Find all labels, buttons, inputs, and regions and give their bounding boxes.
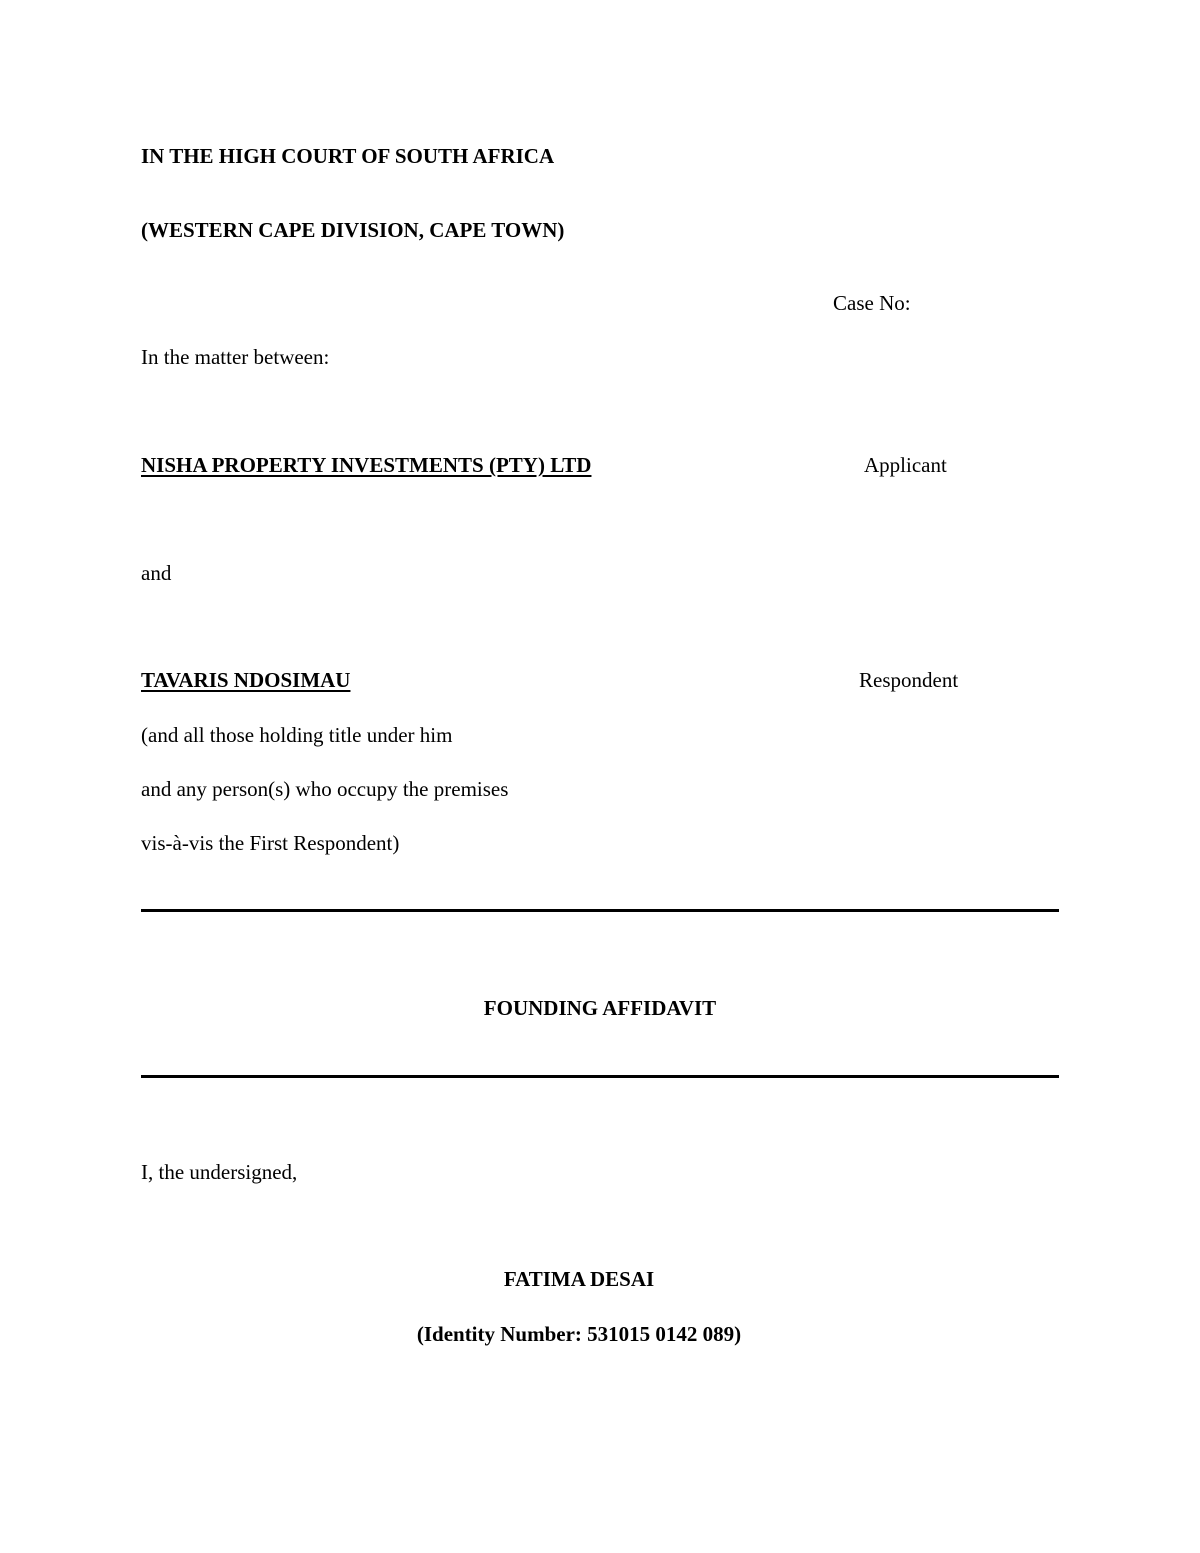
respondent-extra-line-3: vis-à-vis the First Respondent) [141, 831, 400, 855]
applicant-name: NISHA PROPERTY INVESTMENTS (PTY) LTD [141, 453, 592, 477]
respondent-extra-line-2: and any person(s) who occupy the premises [141, 777, 509, 801]
respondent-name: TAVARIS NDOSIMAU [141, 668, 351, 692]
title-rule-top [141, 909, 1059, 912]
matter-intro: In the matter between: [141, 345, 330, 369]
case-number-label: Case No: [833, 291, 911, 315]
title-rule-bottom [141, 1075, 1059, 1078]
court-division: (WESTERN CAPE DIVISION, CAPE TOWN) [141, 218, 565, 242]
deponent-identity: (Identity Number: 531015 0142 089) [416, 1322, 742, 1346]
applicant-role: Applicant [864, 453, 947, 477]
court-name: IN THE HIGH COURT OF SOUTH AFRICA [141, 144, 555, 168]
respondent-role: Respondent [859, 668, 959, 692]
deponent-name: FATIMA DESAI [503, 1267, 655, 1291]
document-title: FOUNDING AFFIDAVIT [483, 996, 717, 1020]
respondent-extra-line-1: (and all those holding title under him [141, 723, 453, 747]
deponent-intro: I, the undersigned, [141, 1160, 298, 1184]
parties-conjunction: and [141, 561, 172, 585]
